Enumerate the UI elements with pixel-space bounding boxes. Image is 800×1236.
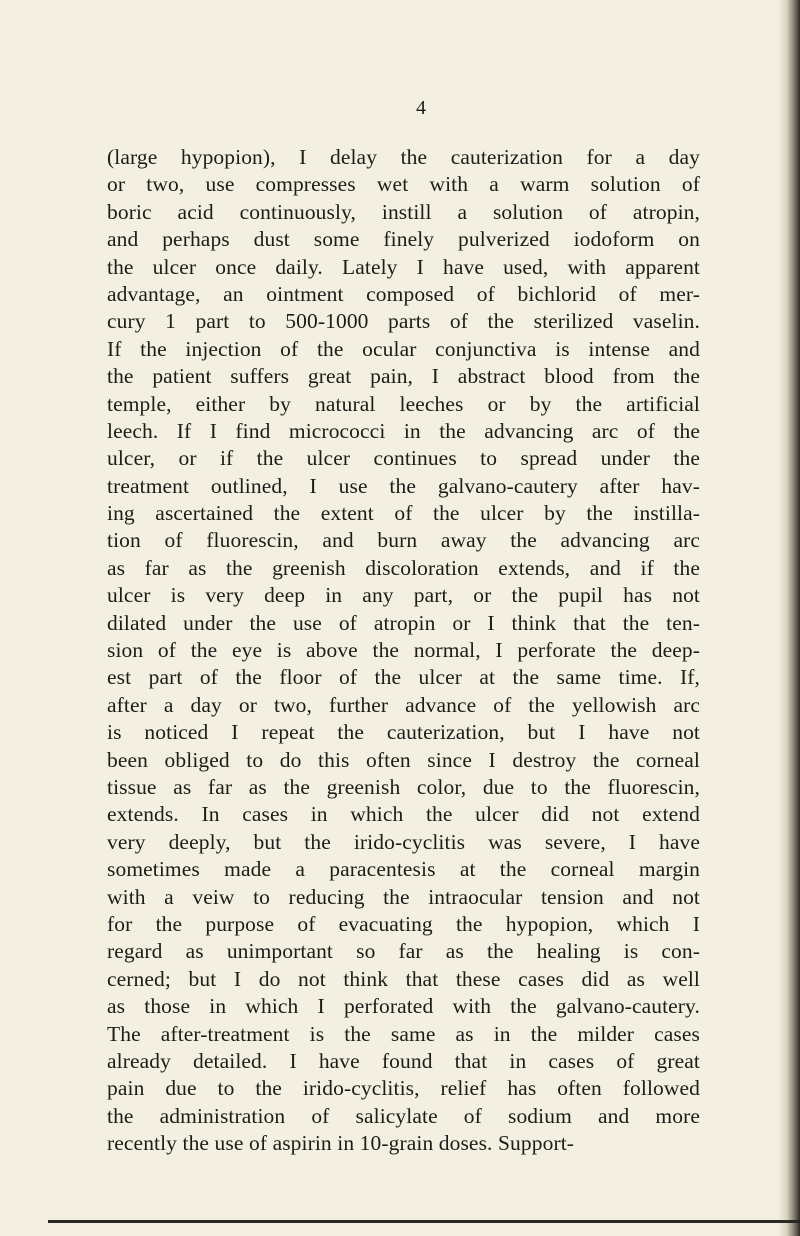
text-line: the administration of salicylate of sodium and more (107, 1103, 700, 1128)
text-line: as far as the greenish discoloration extends, and if the (107, 555, 700, 580)
text-line: regard as unimportant so far as the healing is con- (107, 939, 700, 964)
text-line: pain due to the irido-cyclitis, relief has often followed (107, 1076, 700, 1101)
text-line: the ulcer once daily. Lately I have used, with apparent (107, 254, 700, 279)
text-line: sion of the eye is above the normal, I perforate the deep- (107, 638, 700, 663)
text-line: recently the use of aspirin in 10-grain doses. Support- (107, 1131, 575, 1156)
text-line: temple, either by natural leeches or by the artificial (107, 391, 700, 416)
page-number: 4 (416, 97, 426, 119)
text-line: ulcer, or if the ulcer continues to spread under the (107, 446, 700, 471)
text-line: after a day or two, further advance of the yellowish arc (107, 692, 700, 717)
text-line: leech. If I find micrococci in the advancing arc of the (107, 418, 700, 443)
text-line: cerned; but I do not think that these cases did as well (107, 966, 700, 991)
text-line: ing ascertained the extent of the ulcer by the instilla- (107, 501, 700, 526)
body-text (107, 144, 700, 1157)
text-line: very deeply, but the irido-cyclitis was severe, I have (107, 829, 700, 854)
text-line: (large hypopion), I delay the cauterization for a day (107, 145, 700, 169)
text-line: already detailed. I have found that in cases of great (107, 1048, 700, 1073)
text-line: or two, use compresses wet with a warm solution of (107, 172, 700, 197)
text-line: If the injection of the ocular conjunctiva is intense and (107, 336, 700, 361)
text-line: extends. In cases in which the ulcer did not extend (107, 802, 700, 827)
text-line: advantage, an ointment composed of bichlorid of mer- (107, 281, 700, 306)
text-line: the patient suffers great pain, I abstract blood from the (107, 364, 700, 389)
text-line: tissue as far as the greenish color, due to the fluorescin, (107, 774, 700, 799)
text-line: est part of the floor of the ulcer at the same time. If, (107, 665, 700, 690)
text-line: been obliged to do this often since I destroy the corneal (107, 747, 700, 772)
text-line: cury 1 part to 500-1000 parts of the sterilized vaselin. (107, 309, 700, 334)
text-line: ulcer is very deep in any part, or the pupil has not (107, 583, 700, 608)
text-line: as those in which I perforated with the galvano-cautery. (107, 994, 700, 1019)
text-line: boric acid continuously, instill a solution of atropin, (107, 199, 700, 224)
text-line: treatment outlined, I use the galvano-cautery after hav- (107, 473, 700, 498)
text-line: The after-treatment is the same as in the milder cases (107, 1021, 700, 1046)
text-line: dilated under the use of atropin or I think that the ten- (107, 610, 700, 635)
text-line: for the purpose of evacuating the hypopion, which I (107, 911, 700, 936)
bottom-rule (48, 1220, 800, 1223)
page-edge-shadow (778, 0, 800, 1236)
text-line: tion of fluorescin, and burn away the advancing arc (107, 528, 700, 553)
text-line: is noticed I repeat the cauterization, but I have not (107, 720, 700, 745)
text-line: with a veiw to reducing the intraocular tension and not (107, 884, 700, 909)
text-line: sometimes made a paracentesis at the corneal margin (107, 857, 700, 882)
text-line: and perhaps dust some finely pulverized iodoform on (107, 227, 700, 252)
